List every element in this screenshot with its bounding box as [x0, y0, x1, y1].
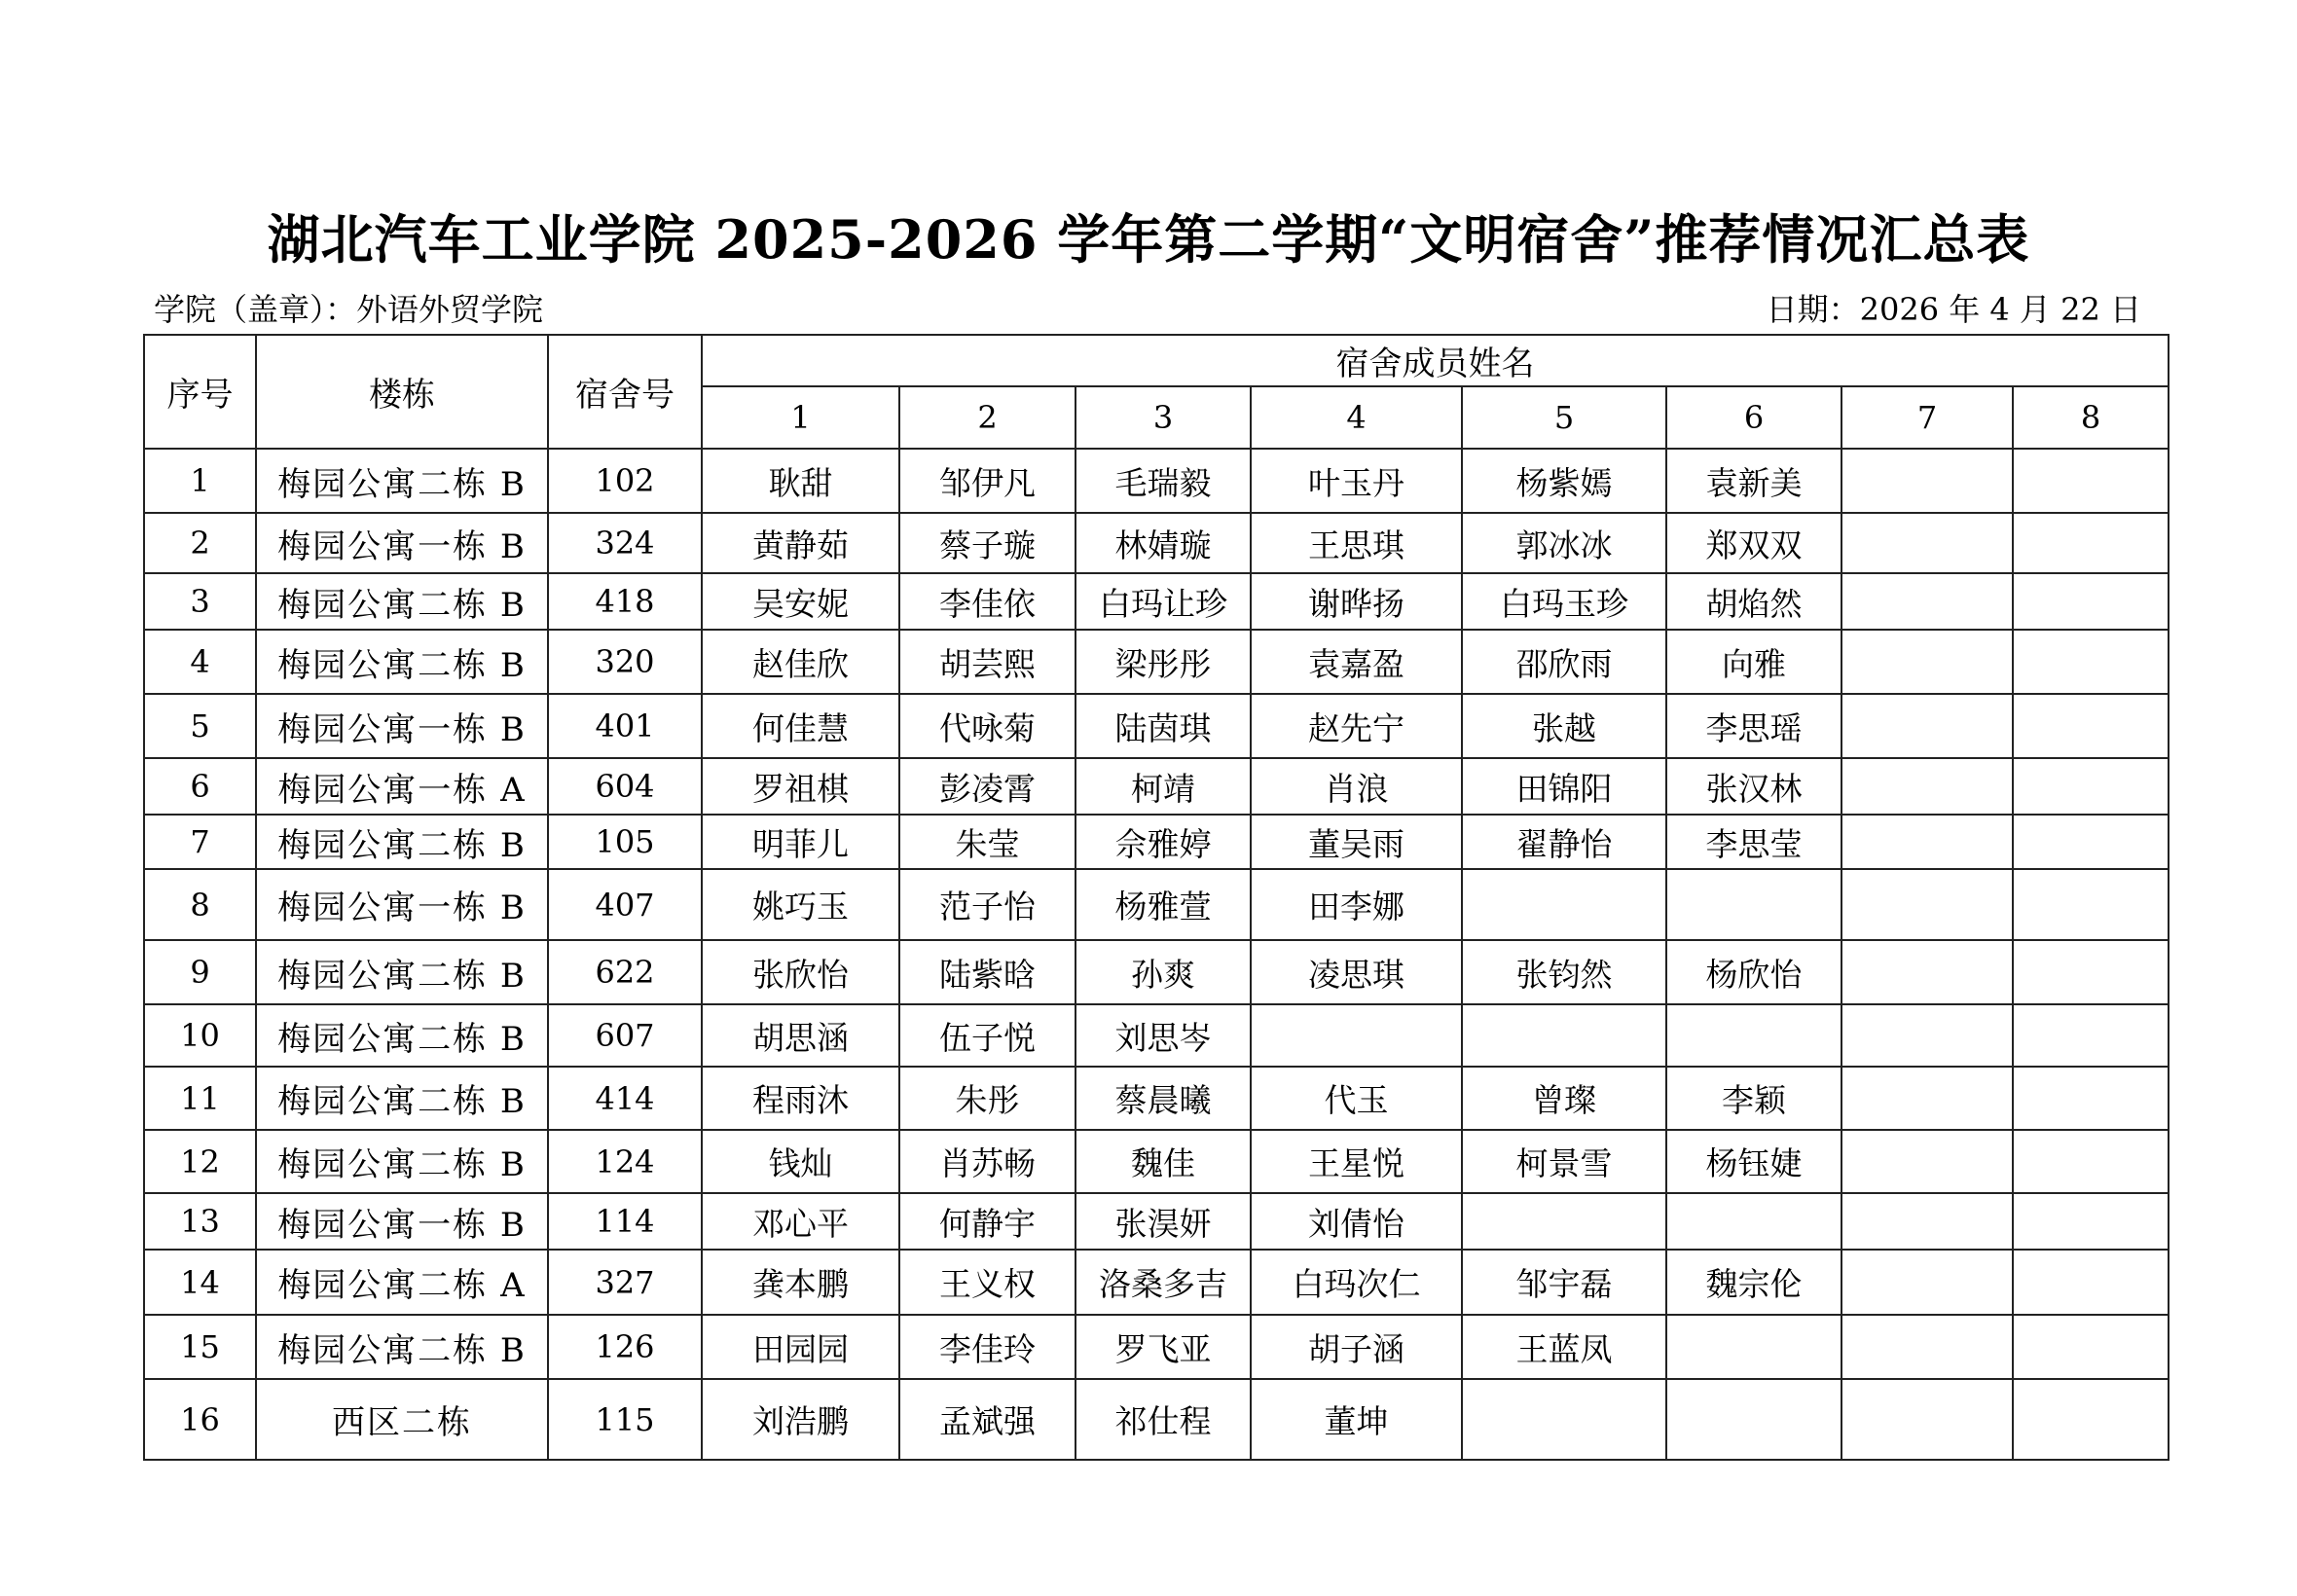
- cell-building: 梅园公寓二栋 B: [256, 573, 548, 630]
- header-member-col: 1: [702, 386, 899, 449]
- cell-member-name: 杨欣怡: [1666, 940, 1841, 1004]
- date-label: 日期：2026 年 4 月 22 日: [1766, 291, 2141, 328]
- cell-member-name: 刘思岑: [1076, 1004, 1251, 1067]
- cell-member-name: 陆茵琪: [1076, 694, 1251, 758]
- cell-member-name: 董吴雨: [1251, 815, 1462, 869]
- cell-member-name: 白玛让珍: [1076, 573, 1251, 630]
- cell-member-name: 赵先宁: [1251, 694, 1462, 758]
- cell-member-name: [2013, 1067, 2169, 1130]
- cell-member-name: 谢晔扬: [1251, 573, 1462, 630]
- cell-member-name: 王蓝凤: [1462, 1315, 1666, 1379]
- table-row: [144, 758, 2169, 815]
- cell-member-name: 明菲儿: [702, 815, 899, 869]
- table-row: [144, 1379, 2169, 1460]
- header-member-col: 6: [1666, 386, 1841, 449]
- cell-member-name: [2013, 449, 2169, 513]
- cell-member-name: 邓心平: [702, 1193, 899, 1250]
- table-row: [144, 940, 2169, 1004]
- cell-member-name: 孟斌强: [899, 1379, 1076, 1460]
- cell-member-name: 李佳依: [899, 573, 1076, 630]
- cell-member-name: [2013, 1379, 2169, 1460]
- cell-member-name: [1666, 1315, 1841, 1379]
- cell-member-name: 罗飞亚: [1076, 1315, 1251, 1379]
- cell-building: 梅园公寓一栋 A: [256, 758, 548, 815]
- cell-seq: 5: [144, 694, 256, 758]
- cell-member-name: [1841, 815, 2013, 869]
- cell-member-name: 翟静怡: [1462, 815, 1666, 869]
- cell-member-name: 黄静茹: [702, 513, 899, 573]
- header-member-col: 2: [899, 386, 1076, 449]
- header-member-col: 3: [1076, 386, 1251, 449]
- table-row: [144, 1004, 2169, 1067]
- cell-member-name: [2013, 513, 2169, 573]
- cell-room: 604: [548, 758, 702, 815]
- header-member-col: 7: [1841, 386, 2013, 449]
- cell-member-name: 孙爽: [1076, 940, 1251, 1004]
- cell-member-name: 柯景雪: [1462, 1130, 1666, 1193]
- cell-member-name: 张欣怡: [702, 940, 899, 1004]
- cell-building: 梅园公寓一栋 B: [256, 869, 548, 940]
- cell-member-name: [1841, 1067, 2013, 1130]
- cell-room: 401: [548, 694, 702, 758]
- cell-member-name: 郑双双: [1666, 513, 1841, 573]
- cell-member-name: [1462, 1193, 1666, 1250]
- cell-member-name: 袁新美: [1666, 449, 1841, 513]
- cell-member-name: 杨雅萱: [1076, 869, 1251, 940]
- cell-member-name: 朱莹: [899, 815, 1076, 869]
- cell-member-name: 林婧璇: [1076, 513, 1251, 573]
- cell-member-name: 蔡晨曦: [1076, 1067, 1251, 1130]
- cell-member-name: 张越: [1462, 694, 1666, 758]
- cell-member-name: 梁彤彤: [1076, 630, 1251, 694]
- cell-member-name: [1841, 758, 2013, 815]
- cell-building: 梅园公寓二栋 B: [256, 630, 548, 694]
- cell-member-name: 郭冰冰: [1462, 513, 1666, 573]
- cell-member-name: 田园园: [702, 1315, 899, 1379]
- cell-building: 梅园公寓二栋 A: [256, 1250, 548, 1315]
- cell-room: 320: [548, 630, 702, 694]
- cell-member-name: 李思瑶: [1666, 694, 1841, 758]
- cell-member-name: [2013, 694, 2169, 758]
- cell-room: 418: [548, 573, 702, 630]
- cell-member-name: [1841, 869, 2013, 940]
- cell-member-name: 代玉: [1251, 1067, 1462, 1130]
- cell-member-name: [1841, 1250, 2013, 1315]
- cell-member-name: [2013, 815, 2169, 869]
- cell-member-name: [1841, 1004, 2013, 1067]
- table-row: [144, 1193, 2169, 1250]
- cell-member-name: 祁仕程: [1076, 1379, 1251, 1460]
- cell-member-name: 罗祖棋: [702, 758, 899, 815]
- header-room: 宿舍号: [548, 335, 702, 449]
- cell-member-name: [1841, 573, 2013, 630]
- cell-member-name: 张淏妍: [1076, 1193, 1251, 1250]
- cell-member-name: 胡思涵: [702, 1004, 899, 1067]
- table-row: [144, 1067, 2169, 1130]
- cell-seq: 1: [144, 449, 256, 513]
- cell-member-name: [2013, 1315, 2169, 1379]
- cell-member-name: 范子怡: [899, 869, 1076, 940]
- cell-member-name: 柯靖: [1076, 758, 1251, 815]
- cell-member-name: 王思琪: [1251, 513, 1462, 573]
- cell-member-name: 刘浩鹏: [702, 1379, 899, 1460]
- cell-member-name: 伍子悦: [899, 1004, 1076, 1067]
- cell-seq: 11: [144, 1067, 256, 1130]
- cell-member-name: 杨钰婕: [1666, 1130, 1841, 1193]
- cell-member-name: 张汉林: [1666, 758, 1841, 815]
- header-building: 楼栋: [256, 335, 548, 449]
- cell-room: 622: [548, 940, 702, 1004]
- cell-seq: 8: [144, 869, 256, 940]
- cell-building: 梅园公寓二栋 B: [256, 1067, 548, 1130]
- cell-member-name: 陆紫晗: [899, 940, 1076, 1004]
- cell-member-name: 袁嘉盈: [1251, 630, 1462, 694]
- cell-member-name: 王星悦: [1251, 1130, 1462, 1193]
- cell-member-name: 肖浪: [1251, 758, 1462, 815]
- cell-seq: 13: [144, 1193, 256, 1250]
- cell-member-name: [1841, 1130, 2013, 1193]
- cell-room: 324: [548, 513, 702, 573]
- cell-member-name: [1462, 1379, 1666, 1460]
- cell-member-name: [2013, 1250, 2169, 1315]
- cell-member-name: 叶玉丹: [1251, 449, 1462, 513]
- cell-member-name: 代咏菊: [899, 694, 1076, 758]
- cell-room: 407: [548, 869, 702, 940]
- cell-member-name: 程雨沐: [702, 1067, 899, 1130]
- cell-member-name: 刘倩怡: [1251, 1193, 1462, 1250]
- header-member-col: 8: [2013, 386, 2169, 449]
- table-row: [144, 1250, 2169, 1315]
- cell-seq: 4: [144, 630, 256, 694]
- cell-member-name: [2013, 630, 2169, 694]
- cell-member-name: [1666, 869, 1841, 940]
- header-member-col: 5: [1462, 386, 1666, 449]
- cell-seq: 3: [144, 573, 256, 630]
- cell-member-name: 钱灿: [702, 1130, 899, 1193]
- cell-member-name: 邹伊凡: [899, 449, 1076, 513]
- cell-seq: 14: [144, 1250, 256, 1315]
- cell-seq: 16: [144, 1379, 256, 1460]
- cell-member-name: 邵欣雨: [1462, 630, 1666, 694]
- table-row: [144, 1315, 2169, 1379]
- cell-seq: 10: [144, 1004, 256, 1067]
- cell-building: 梅园公寓二栋 B: [256, 1130, 548, 1193]
- cell-member-name: 白玛玉珍: [1462, 573, 1666, 630]
- table-row: [144, 1130, 2169, 1193]
- college-label: 学院（盖章）：外语外贸学院: [154, 291, 544, 328]
- cell-room: 607: [548, 1004, 702, 1067]
- cell-member-name: 曾璨: [1462, 1067, 1666, 1130]
- cell-member-name: 何静宇: [899, 1193, 1076, 1250]
- cell-member-name: 李颖: [1666, 1067, 1841, 1130]
- cell-member-name: 李思莹: [1666, 815, 1841, 869]
- header-seq: 序号: [144, 335, 256, 449]
- cell-member-name: [2013, 758, 2169, 815]
- cell-seq: 2: [144, 513, 256, 573]
- cell-room: 105: [548, 815, 702, 869]
- table-row: [144, 449, 2169, 513]
- table-row: [144, 630, 2169, 694]
- cell-member-name: 杨紫嫣: [1462, 449, 1666, 513]
- cell-member-name: 胡芸熙: [899, 630, 1076, 694]
- cell-member-name: 耿甜: [702, 449, 899, 513]
- table-body: [144, 449, 2169, 1460]
- cell-member-name: [2013, 869, 2169, 940]
- cell-member-name: 魏宗伦: [1666, 1250, 1841, 1315]
- cell-member-name: [1666, 1379, 1841, 1460]
- cell-member-name: 赵佳欣: [702, 630, 899, 694]
- cell-member-name: [1462, 1004, 1666, 1067]
- cell-member-name: [1841, 1315, 2013, 1379]
- cell-member-name: 白玛次仁: [1251, 1250, 1462, 1315]
- cell-member-name: 彭凌霄: [899, 758, 1076, 815]
- cell-member-name: 董坤: [1251, 1379, 1462, 1460]
- cell-building: 梅园公寓二栋 B: [256, 1004, 548, 1067]
- cell-member-name: [1841, 513, 2013, 573]
- cell-member-name: [1841, 630, 2013, 694]
- table-row: [144, 513, 2169, 573]
- cell-member-name: 肖苏畅: [899, 1130, 1076, 1193]
- cell-member-name: 王义权: [899, 1250, 1076, 1315]
- cell-member-name: [1666, 1004, 1841, 1067]
- cell-member-name: 龚本鹏: [702, 1250, 899, 1315]
- cell-member-name: 蔡子璇: [899, 513, 1076, 573]
- cell-member-name: [1841, 1193, 2013, 1250]
- cell-room: 414: [548, 1067, 702, 1130]
- cell-building: 西区二栋: [256, 1379, 548, 1460]
- cell-member-name: [2013, 1130, 2169, 1193]
- cell-building: 梅园公寓二栋 B: [256, 1315, 548, 1379]
- cell-building: 梅园公寓二栋 B: [256, 449, 548, 513]
- cell-member-name: 何佳慧: [702, 694, 899, 758]
- cell-room: 126: [548, 1315, 702, 1379]
- cell-member-name: 朱彤: [899, 1067, 1076, 1130]
- cell-seq: 6: [144, 758, 256, 815]
- cell-room: 102: [548, 449, 702, 513]
- table-row: [144, 869, 2169, 940]
- cell-member-name: 田锦阳: [1462, 758, 1666, 815]
- cell-member-name: 洛桑多吉: [1076, 1250, 1251, 1315]
- table-row: [144, 573, 2169, 630]
- cell-member-name: 胡焰然: [1666, 573, 1841, 630]
- cell-member-name: 凌思琪: [1251, 940, 1462, 1004]
- cell-member-name: [1841, 940, 2013, 1004]
- cell-member-name: [1841, 1379, 2013, 1460]
- cell-building: 梅园公寓一栋 B: [256, 513, 548, 573]
- cell-building: 梅园公寓二栋 B: [256, 940, 548, 1004]
- cell-member-name: 邹宇磊: [1462, 1250, 1666, 1315]
- cell-seq: 7: [144, 815, 256, 869]
- cell-building: 梅园公寓二栋 B: [256, 815, 548, 869]
- cell-member-name: [1841, 449, 2013, 513]
- cell-member-name: 魏佳: [1076, 1130, 1251, 1193]
- cell-member-name: [2013, 1193, 2169, 1250]
- cell-member-name: [1666, 1193, 1841, 1250]
- cell-room: 327: [548, 1250, 702, 1315]
- cell-room: 115: [548, 1379, 702, 1460]
- cell-member-name: [2013, 1004, 2169, 1067]
- table-row: [144, 815, 2169, 869]
- cell-member-name: 张钧然: [1462, 940, 1666, 1004]
- table-row: [144, 694, 2169, 758]
- header-members: 宿舍成员姓名: [702, 335, 2169, 386]
- cell-member-name: [1841, 694, 2013, 758]
- document-title: 湖北汽车工业学院 2025-2026 学年第二学期“文明宿舍”推荐情况汇总表: [267, 208, 2030, 271]
- cell-seq: 9: [144, 940, 256, 1004]
- cell-member-name: 胡子涵: [1251, 1315, 1462, 1379]
- cell-member-name: [1462, 869, 1666, 940]
- cell-member-name: [1251, 1004, 1462, 1067]
- cell-room: 114: [548, 1193, 702, 1250]
- cell-member-name: [2013, 940, 2169, 1004]
- cell-seq: 15: [144, 1315, 256, 1379]
- cell-member-name: 毛瑞毅: [1076, 449, 1251, 513]
- cell-seq: 12: [144, 1130, 256, 1193]
- cell-room: 124: [548, 1130, 702, 1193]
- dormitory-summary-table: [143, 334, 2169, 1461]
- cell-building: 梅园公寓一栋 B: [256, 694, 548, 758]
- cell-member-name: 吴安妮: [702, 573, 899, 630]
- cell-member-name: [2013, 573, 2169, 630]
- cell-member-name: 佘雅婷: [1076, 815, 1251, 869]
- cell-member-name: 李佳玲: [899, 1315, 1076, 1379]
- cell-member-name: 向雅: [1666, 630, 1841, 694]
- cell-member-name: 田李娜: [1251, 869, 1462, 940]
- cell-building: 梅园公寓一栋 B: [256, 1193, 548, 1250]
- header-member-col: 4: [1251, 386, 1462, 449]
- cell-member-name: 姚巧玉: [702, 869, 899, 940]
